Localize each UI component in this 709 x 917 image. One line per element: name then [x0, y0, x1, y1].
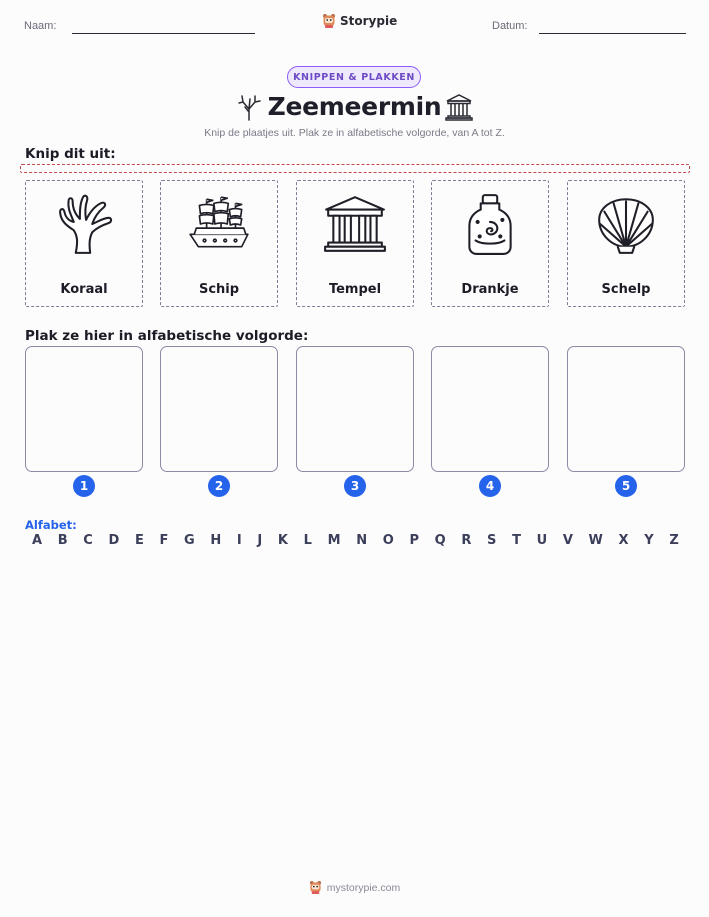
name-label: Naam: [24, 20, 57, 32]
alphabet-letter: W [588, 533, 603, 548]
alphabet-letter: S [487, 533, 497, 548]
storypie-mascot-icon [322, 13, 336, 29]
alphabet-letter: B [57, 533, 68, 548]
alphabet-letter: M [327, 533, 341, 548]
alphabet-letter: Z [669, 533, 679, 548]
shell-icon [593, 191, 659, 257]
slot-number-badge: 1 [73, 475, 95, 497]
alphabet-letter: C [83, 533, 93, 548]
card-label: Koraal [60, 282, 108, 297]
alphabet-letter: D [108, 533, 120, 548]
cutout-card-koraal[interactable] [25, 180, 143, 307]
cutout-card-tempel[interactable] [296, 180, 414, 307]
alphabet-letter: H [210, 533, 222, 548]
brand-name: Storypie [340, 14, 398, 28]
brand-logo [322, 13, 397, 29]
instructions: Knip de plaatjes uit. Plak ze in alfabetische volgorde, van A tot Z. [204, 127, 505, 139]
cut-heading: Knip dit uit: [25, 146, 116, 162]
alphabet-label: Alfabet: [25, 518, 77, 532]
alphabet-letter: X [618, 533, 629, 548]
slot-number-badge: 2 [208, 475, 230, 497]
alphabet-letter: K [277, 533, 288, 548]
alphabet-letter: P [409, 533, 419, 548]
alphabet-row [25, 533, 689, 548]
alphabet-letter: E [134, 533, 144, 548]
date-label: Datum: [492, 20, 528, 32]
slot-number-badge: 3 [344, 475, 366, 497]
cut-line [20, 164, 690, 173]
card-label: Schelp [601, 282, 651, 297]
alphabet-letter: V [562, 533, 573, 548]
alphabet-letter: G [184, 533, 195, 548]
paste-slot-5[interactable] [567, 346, 685, 472]
paste-slot-3[interactable] [296, 346, 414, 472]
alphabet-letter: O [382, 533, 394, 548]
card-label: Schip [198, 282, 240, 297]
slot-number-badge: 4 [479, 475, 501, 497]
coral-icon [51, 191, 117, 257]
alphabet-letter: J [257, 533, 263, 548]
paste-heading: Plak ze hier in alfabetische volgorde: [25, 328, 309, 344]
paste-slot-2[interactable] [160, 346, 278, 472]
card-label: Drankje [461, 282, 519, 297]
temple-icon [322, 191, 388, 257]
potion-bottle-icon [457, 191, 523, 257]
page-title: Zeemeermin [267, 92, 442, 121]
paste-slot-1[interactable] [25, 346, 143, 472]
alphabet-letter: N [356, 533, 368, 548]
footer [0, 880, 709, 895]
alphabet-letter: Q [434, 533, 446, 548]
alphabet-letter: R [461, 533, 472, 548]
alphabet-letter: F [159, 533, 169, 548]
alphabet-letter: L [303, 533, 312, 548]
name-line [72, 33, 255, 34]
alphabet-letter: I [236, 533, 242, 548]
activity-badge: KNIPPEN & PLAKKEN [287, 66, 421, 88]
cutout-card-drankje[interactable] [431, 180, 549, 307]
card-label: Tempel [328, 282, 382, 297]
alphabet-letter: T [512, 533, 521, 548]
slot-number-badge: 5 [615, 475, 637, 497]
temple-icon [444, 92, 474, 122]
ship-icon [186, 191, 252, 257]
alphabet-letter: U [536, 533, 548, 548]
footer-url: mystorypie.com [326, 881, 401, 894]
alphabet-letter: Y [644, 533, 654, 548]
storypie-mascot-icon [309, 880, 322, 895]
paste-slot-4[interactable] [431, 346, 549, 472]
cutout-card-schelp[interactable] [567, 180, 685, 307]
alphabet-letter: A [32, 533, 43, 548]
date-line [539, 33, 686, 34]
cutout-card-schip[interactable] [160, 180, 278, 307]
